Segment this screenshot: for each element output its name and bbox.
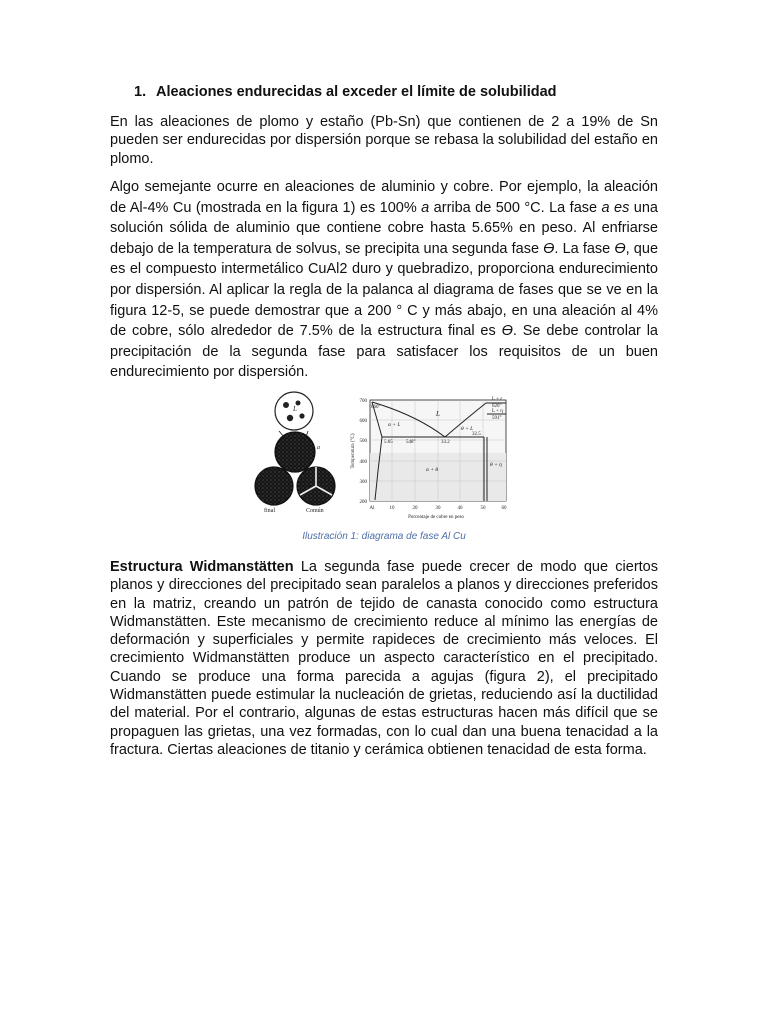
svg-text:θ + η: θ + η	[490, 462, 502, 468]
micro-label-final: final	[264, 508, 275, 514]
svg-text:626°: 626°	[492, 404, 502, 409]
svg-text:L + η: L + η	[492, 409, 503, 414]
svg-text:400: 400	[359, 460, 367, 465]
svg-text:α + L: α + L	[388, 422, 401, 428]
alpha-symbol: a	[421, 199, 430, 216]
svg-text:300: 300	[359, 480, 367, 485]
paragraph-widmanstatten: Estructura Widmanstätten La segunda fase puede crecer de modo que ciertos planos y direcciones del precipitado sean paralelos a planos y direcciones preferidos en la matriz, creando un patrón de tejido de canasta conocido como estructura Widmanstätten. Este mecanismo de crecimiento reduce al mínimo las energías de deformación y superficiales y permite rapideces de crecimiento más veloces. El crecimiento Widmanstätten produce un aspecto característico en el precipitado. Cuando se produce una forma parecida a agujas (figura 2), el precipitado Widmanstätten puede estimular la nucleación de grietas, reduciendo así la ductilidad del material. Por el contrario, algunas de estas estructuras hacen más difícil que se propaguen las grietas, una vez formadas, con lo cual dan una buena tenacidad a la fractura. Ciertas aleaciones de titanio y cerámica obtienen tenacidad de esta forma.	[110, 559, 658, 758]
micro-label-a: a	[317, 445, 320, 451]
theta-symbol: Ɵ	[543, 240, 555, 257]
alpha-symbol: a es	[601, 199, 630, 216]
section-number: 1.	[134, 84, 147, 100]
svg-text:50: 50	[480, 506, 486, 511]
microstructure-sketch	[255, 392, 335, 514]
svg-text:L: L	[436, 410, 440, 418]
diagram-ylabel: Temperatura (°C)	[351, 433, 356, 469]
micro-label-L: L	[293, 405, 297, 413]
widmanstatten-title: Estructura Widmanstätten	[110, 559, 294, 575]
svg-text:5.65: 5.65	[384, 440, 393, 445]
figure-caption: Ilustración 1: diagrama de fase Al Cu	[302, 531, 466, 542]
phase-diagram	[351, 397, 507, 520]
svg-text:30: 30	[435, 506, 441, 511]
svg-text:θ + L: θ + L	[461, 426, 474, 432]
section-title: Aleaciones endurecidas al exceder el límite de solubilidad	[156, 84, 557, 100]
svg-text:548°: 548°	[406, 440, 416, 445]
micro-label-comun: Común	[306, 508, 324, 514]
svg-text:20: 20	[412, 506, 418, 511]
svg-text:591°: 591°	[492, 416, 502, 421]
svg-text:33.2: 33.2	[441, 440, 450, 445]
section-heading	[134, 84, 557, 100]
svg-text:600: 600	[359, 419, 367, 424]
svg-text:L + ε: L + ε	[492, 397, 503, 402]
theta-symbol: Ɵ	[614, 240, 626, 257]
svg-text:Al: Al	[369, 506, 375, 511]
svg-text:α + θ: α + θ	[426, 467, 439, 473]
svg-text:60: 60	[501, 506, 507, 511]
svg-text:10: 10	[389, 506, 395, 511]
svg-text:200: 200	[359, 500, 367, 505]
svg-text:700: 700	[359, 399, 367, 404]
svg-text:660°: 660°	[371, 405, 381, 410]
paragraph-aluminum-copper: Algo semejante ocurre en aleaciones de aluminio y cobre. Por ejemplo, la aleación de Al-4% Cu (mostrada en la figura 1) es 100% a arriba de 500 °C. La fase a es una solución sólida de aluminio que contiene cobre hasta 5.65% en peso. Al enfriarse debajo de la temperatura de solvus, se precipita una segunda fase Ɵ. La fase Ɵ, que es el compuesto intermetálico CuAl2 duro y quebradizo, proporciona endurecimiento por dispersión. Al aplicar la regla de la palanca al diagrama de fases que se ve en la figura 12-5, se puede demostrar que a 200 ° C y más abajo, en una aleación al 4% de cobre, sólo alrededor de 7.5% de la estructura final es Ɵ. Se debe controlar la precipitación de la segunda fase para satisfacer los requisitos de un buen endurecimiento por dispersión.	[110, 179, 659, 381]
figure-al-cu-phase-diagram	[246, 391, 528, 524]
svg-text:40: 40	[457, 506, 463, 511]
paragraph-lead-tin: En las aleaciones de plomo y estaño (Pb-Sn) que contienen de 2 a 19% de Sn pueden ser endurecidas por dispersión porque se rebasa la solubilidad del estaño en plomo.	[110, 114, 658, 167]
theta-symbol: Ɵ	[501, 323, 513, 340]
figure-image	[246, 391, 528, 524]
svg-text:500: 500	[359, 439, 367, 444]
diagram-xlabel: Porcentaje de cobre en peso	[408, 515, 464, 520]
svg-text:32.5: 32.5	[472, 432, 481, 437]
